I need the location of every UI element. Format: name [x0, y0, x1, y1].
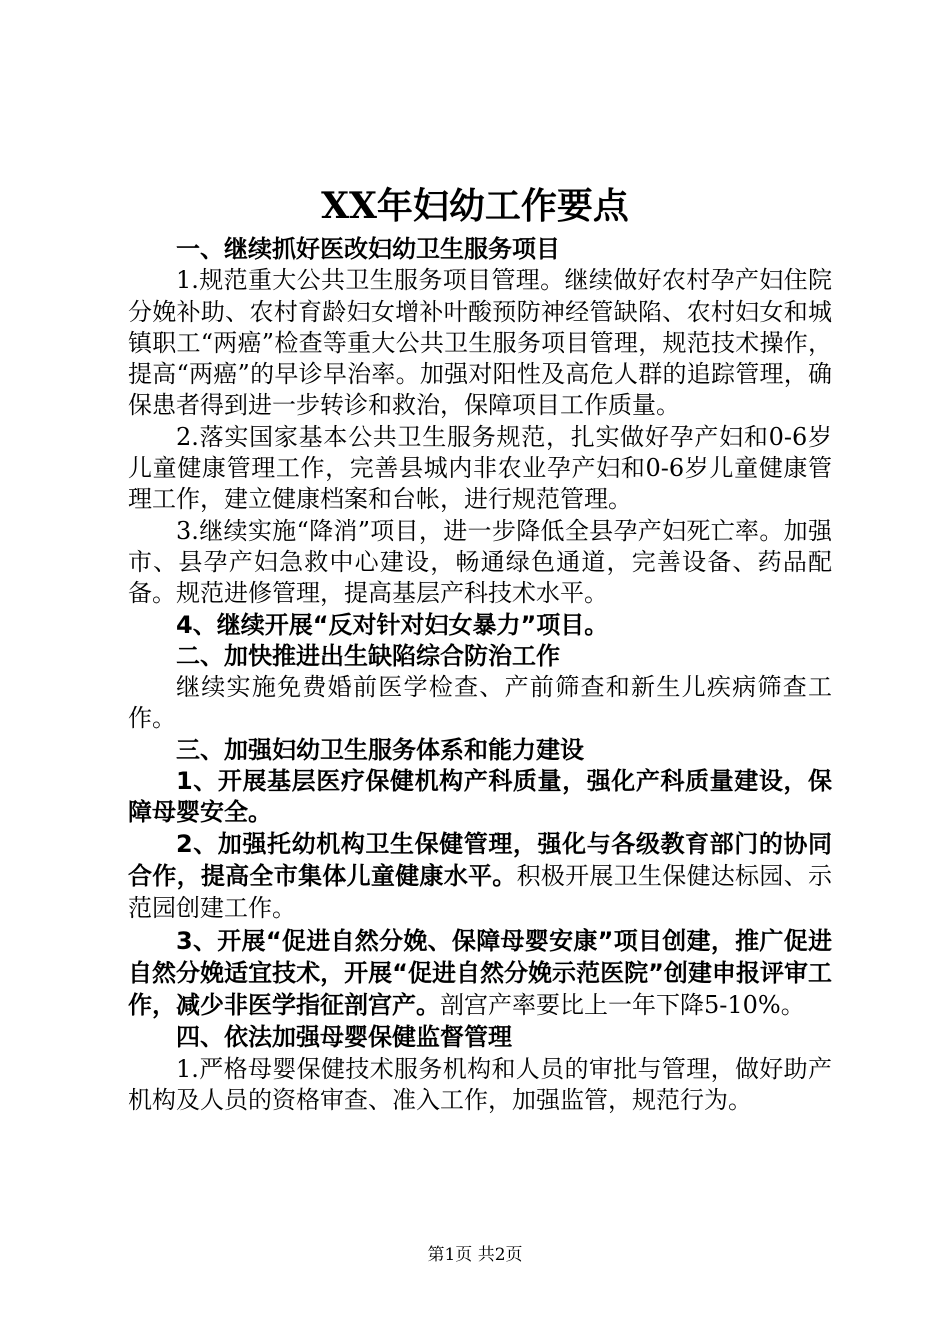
paragraph-3-1: 1、开展基层医疗保健机构产科质量，强化产科质量建设，保障母婴安全。	[128, 767, 832, 827]
paragraph-3-2	[128, 829, 832, 926]
paragraph-1-3: 3.继续实施“降消”项目，进一步降低全县孕产妇死亡率。加强市、县孕产妇急救中心建设，畅通绿色通道，完善设备、药品配备。规范进修管理，提高基层产科技术水平。	[128, 516, 832, 608]
paragraph-1-1: 1.规范重大公共卫生服务项目管理。继续做好农村孕产妇住院分娩补助、农村育龄妇女增补叶酸预防神经管缺陷、农村妇女和城镇职工“两癌”检查等重大公共卫生服务项目管理，规范技术操作，提高“两癌”的早诊早治率。加强对阳性及高危人群的追踪管理，确保患者得到进一步转诊和救治，保障项目工作质量。	[128, 266, 832, 420]
paragraph-4-1: 1.严格母婴保健技术服务机构和人员的审批与管理，做好助产机构及人员的资格审查、准入工作，加强监管，规范行为。	[128, 1054, 832, 1115]
page-footer: 第1页 共2页	[427, 1245, 523, 1265]
section-heading-3: 三、加强妇幼卫生服务体系和能力建设	[176, 735, 584, 764]
paragraph-1-4: 4、继续开展“反对针对妇女暴力”项目。	[176, 610, 609, 639]
paragraph-2-1: 继续实施免费婚前医学检查、产前筛查和新生儿疾病筛查工作。	[128, 673, 832, 733]
section-heading-1: 一、继续抓好医改妇幼卫生服务项目	[176, 235, 560, 263]
paragraph-3-3-regular: 剖宫产率要比上一年下降5-10%。	[440, 991, 805, 1020]
paragraph-3-2-regular: 积极开展卫生保健达标园、示范园创建工作。	[128, 861, 833, 923]
paragraph-3-3-bold: 3、开展“促进自然分娩、保障母婴安康”项目创建，推广促进自然分娩适宜技术，开展“促进自然分娩示范医院”创建申报评审工作，减少非医学指征剖宫产。	[128, 926, 832, 1020]
paragraph-1-2: 2.落实国家基本公共卫生服务规范，扎实做好孕产妇和0-6岁儿童健康管理工作，完善县城内非农业孕产妇和0-6岁儿童健康管理工作，建立健康档案和台帐，进行规范管理。	[128, 422, 832, 514]
document-title: XX年妇幼工作要点	[321, 185, 629, 227]
section-heading-4: 四、依法加强母婴保健监督管理	[176, 1023, 512, 1052]
section-heading-2: 二、加快推进出生缺陷综合防治工作	[176, 641, 560, 670]
paragraph-3-3	[128, 926, 832, 1023]
document-body	[128, 234, 832, 1116]
paragraph-3-2-bold: 2、加强托幼机构卫生保健管理，强化与各级教育部门的协同合作，提高全市集体儿童健康水平。	[128, 829, 832, 890]
